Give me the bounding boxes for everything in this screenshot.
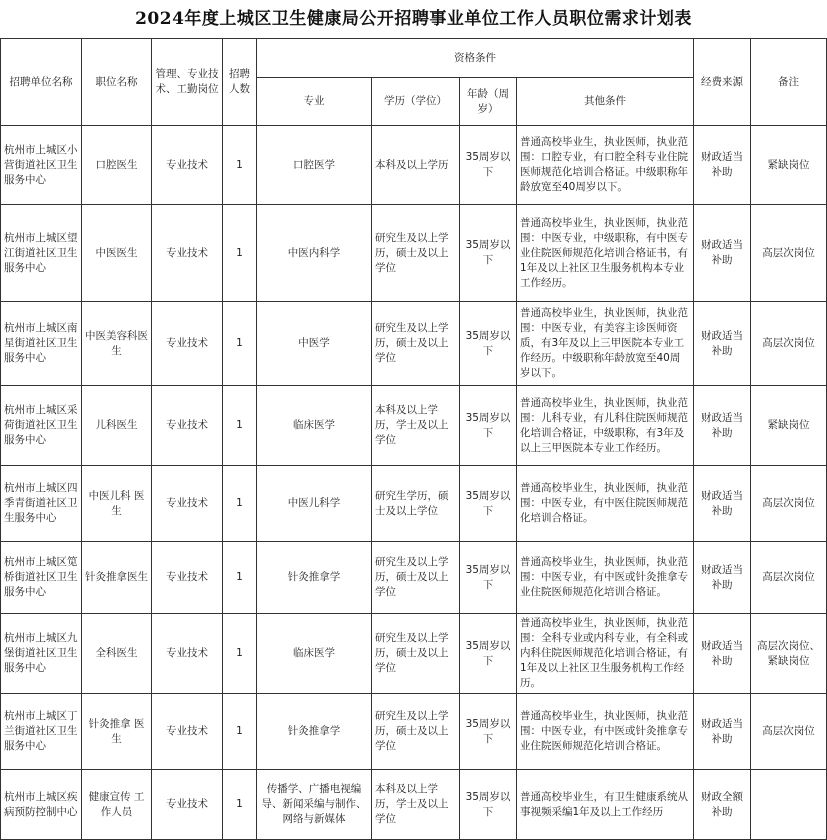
cell-category: 专业技术: [152, 302, 223, 386]
cell-category: 专业技术: [152, 770, 223, 840]
header-position: 职位名称: [82, 39, 152, 126]
cell-position: 全科医生: [82, 614, 152, 694]
cell-count: 1: [223, 466, 257, 542]
cell-position: 儿科医生: [82, 386, 152, 466]
header-age: 年龄（周岁）: [460, 78, 517, 126]
cell-education: 研究生及以上学历，硕士及以上学位: [372, 302, 460, 386]
table-row: [1, 770, 827, 840]
cell-remark: 高层次岗位: [751, 694, 827, 770]
table-row: [1, 694, 827, 770]
cell-age: 35周岁以下: [460, 614, 517, 694]
cell-unit: 杭州市上城区采荷街道社区卫生服务中心: [1, 386, 82, 466]
cell-age: 35周岁以下: [460, 302, 517, 386]
cell-other: 普通高校毕业生，执业医师，执业范围：中医专业，有美容主诊医师资质，有3年及以上三甲医院本专业工作经历。中级职称年龄放宽至40周岁以下。: [517, 302, 694, 386]
table-body: [1, 126, 827, 840]
cell-funding: 财政适当补助: [694, 614, 751, 694]
header-remark: 备注: [751, 39, 827, 126]
cell-education: 研究生及以上学历，硕士及以上学位: [372, 205, 460, 302]
cell-unit: 杭州市上城区疾病预防控制中心: [1, 770, 82, 840]
cell-count: 1: [223, 386, 257, 466]
cell-category: 专业技术: [152, 205, 223, 302]
recruitment-table: [0, 38, 827, 840]
header-count: 招聘人数: [223, 39, 257, 126]
cell-age: 35周岁以下: [460, 542, 517, 614]
cell-education: 研究生及以上学历，硕士及以上学位: [372, 614, 460, 694]
cell-category: 专业技术: [152, 126, 223, 205]
cell-count: 1: [223, 302, 257, 386]
cell-unit: 杭州市上城区四季青街道社区卫生服务中心: [1, 466, 82, 542]
cell-other: 普通高校毕业生，执业医师，执业范围：中医专业，有中医或针灸推拿专业住院医师规范化培训合格证。: [517, 542, 694, 614]
table-row: [1, 302, 827, 386]
cell-education: 本科及以上学历，学士及以上学位: [372, 386, 460, 466]
cell-remark: 高层次岗位: [751, 205, 827, 302]
table-row: [1, 126, 827, 205]
cell-remark: 高层次岗位: [751, 542, 827, 614]
cell-position: 中医儿科 医生: [82, 466, 152, 542]
cell-category: 专业技术: [152, 466, 223, 542]
table-row: [1, 614, 827, 694]
cell-position: 中医美容科医生: [82, 302, 152, 386]
cell-education: 研究生及以上学历，硕士及以上学位: [372, 542, 460, 614]
cell-education: 本科及以上学历，学士及以上学位: [372, 770, 460, 840]
header-qualifications: 资格条件: [257, 39, 694, 78]
cell-funding: 财政适当补助: [694, 205, 751, 302]
cell-remark: 高层次岗位: [751, 466, 827, 542]
cell-funding: 财政适当补助: [694, 542, 751, 614]
cell-count: 1: [223, 542, 257, 614]
cell-remark: 高层次岗位: [751, 302, 827, 386]
cell-position: 健康宣传 工作人员: [82, 770, 152, 840]
cell-remark: [751, 770, 827, 840]
cell-major: 中医儿科学: [257, 466, 372, 542]
header-education: 学历（学位）: [372, 78, 460, 126]
cell-funding: 财政适当补助: [694, 126, 751, 205]
cell-position: 口腔医生: [82, 126, 152, 205]
cell-major: 中医内科学: [257, 205, 372, 302]
table-row: [1, 542, 827, 614]
cell-funding: 财政全额补助: [694, 770, 751, 840]
cell-remark: 紧缺岗位: [751, 386, 827, 466]
cell-age: 35周岁以下: [460, 386, 517, 466]
cell-category: 专业技术: [152, 694, 223, 770]
cell-other: 普通高校毕业生，有卫生健康系统从事视频采编1年及以上工作经历: [517, 770, 694, 840]
header-unit: 招聘单位名称: [1, 39, 82, 126]
table-row: [1, 466, 827, 542]
cell-unit: 杭州市上城区丁兰街道社区卫生服务中心: [1, 694, 82, 770]
cell-category: 专业技术: [152, 614, 223, 694]
cell-other: 普通高校毕业生，执业医师，执业范围：中医专业，中级职称，有中医专业住院医师规范化培训合格证书，有1年及以上社区卫生服务机构本专业工作经历。: [517, 205, 694, 302]
cell-unit: 杭州市上城区小营街道社区卫生服务中心: [1, 126, 82, 205]
cell-other: 普通高校毕业生，执业医师，执业范围：全科专业或内科专业，有全科或内科住院医师规范化培训合格证，有1年及以上社区卫生服务机构工作经历。: [517, 614, 694, 694]
cell-education: 研究生学历，硕士及以上学位: [372, 466, 460, 542]
header-major: 专业: [257, 78, 372, 126]
header-other: 其他条件: [517, 78, 694, 126]
cell-other: 普通高校毕业生，执业医师，执业范围：中医专业，有中医住院医师规范化培训合格证。: [517, 466, 694, 542]
cell-category: 专业技术: [152, 542, 223, 614]
header-category: 管理、专业技术、工勤岗位: [152, 39, 223, 126]
cell-other: 普通高校毕业生，执业医师，执业范围：口腔专业，有口腔全科专业住院医师规范化培训合格证。中级职称年龄放宽至40周岁以下。: [517, 126, 694, 205]
cell-major: 临床医学: [257, 386, 372, 466]
cell-age: 35周岁以下: [460, 694, 517, 770]
cell-category: 专业技术: [152, 386, 223, 466]
cell-count: 1: [223, 126, 257, 205]
cell-remark: 紧缺岗位: [751, 126, 827, 205]
cell-remark: 高层次岗位、紧缺岗位: [751, 614, 827, 694]
cell-age: 35周岁以下: [460, 770, 517, 840]
cell-major: 针灸推拿学: [257, 542, 372, 614]
cell-unit: 杭州市上城区望江街道社区卫生服务中心: [1, 205, 82, 302]
page-title: 2024年度上城区卫生健康局公开招聘事业单位工作人员职位需求计划表: [135, 9, 692, 29]
cell-funding: 财政适当补助: [694, 302, 751, 386]
cell-education: 本科及以上学历: [372, 126, 460, 205]
cell-funding: 财政适当补助: [694, 466, 751, 542]
cell-other: 普通高校毕业生，执业医师，执业范围：儿科专业，有儿科住院医师规范化培训合格证，中级职称，有3年及以上三甲医院本专业工作经历。: [517, 386, 694, 466]
cell-count: 1: [223, 205, 257, 302]
table-row: [1, 205, 827, 302]
cell-major: 中医学: [257, 302, 372, 386]
cell-funding: 财政适当补助: [694, 386, 751, 466]
table-row: [1, 386, 827, 466]
cell-position: 针灸推拿 医生: [82, 694, 152, 770]
header-funding: 经费来源: [694, 39, 751, 126]
cell-age: 35周岁以下: [460, 126, 517, 205]
cell-major: 临床医学: [257, 614, 372, 694]
cell-count: 1: [223, 694, 257, 770]
cell-education: 研究生及以上学历，硕士及以上学位: [372, 694, 460, 770]
cell-age: 35周岁以下: [460, 466, 517, 542]
cell-major: 针灸推拿学: [257, 694, 372, 770]
cell-unit: 杭州市上城区南星街道社区卫生服务中心: [1, 302, 82, 386]
cell-unit: 杭州市上城区九堡街道社区卫生服务中心: [1, 614, 82, 694]
cell-position: 针灸推拿医生: [82, 542, 152, 614]
cell-age: 35周岁以下: [460, 205, 517, 302]
cell-major: 传播学、广播电视编导、新闻采编与制作、网络与新媒体: [257, 770, 372, 840]
cell-unit: 杭州市上城区笕桥街道社区卫生服务中心: [1, 542, 82, 614]
cell-count: 1: [223, 614, 257, 694]
cell-position: 中医医生: [82, 205, 152, 302]
cell-funding: 财政适当补助: [694, 694, 751, 770]
cell-other: 普通高校毕业生，执业医师，执业范围：中医专业，有中医或针灸推拿专业住院医师规范化培训合格证。: [517, 694, 694, 770]
cell-count: 1: [223, 770, 257, 840]
cell-major: 口腔医学: [257, 126, 372, 205]
